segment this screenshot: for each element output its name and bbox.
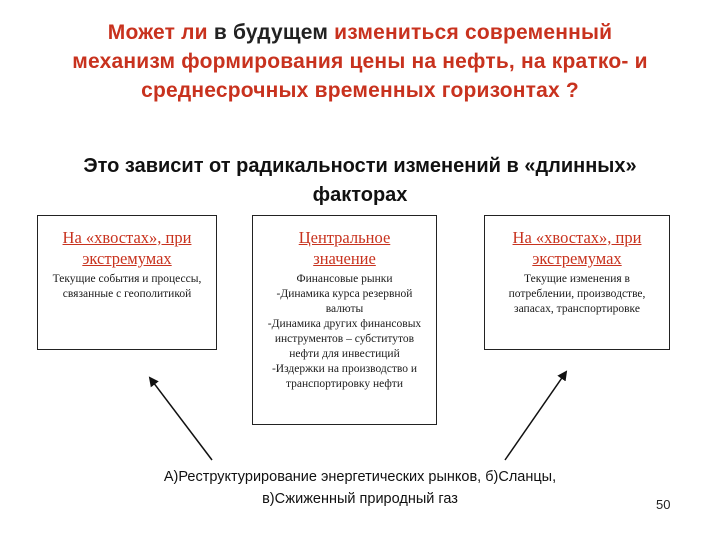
box-center-heading: Центральное значение	[298, 228, 391, 268]
arrow-left	[150, 378, 212, 460]
bottom-line-2: в)Сжиженный природный газ	[262, 491, 458, 507]
box-right-body: Текущие изменения в потреблении, производстве, запасах, транспортировке	[508, 273, 646, 315]
title-part-2: в будущем	[213, 21, 329, 44]
box-right-heading: На «хвостах», при экстремумах	[512, 228, 642, 268]
bottom-caption	[60, 466, 660, 510]
box-center-body: Финансовые рынки -Динамика курса резервной валюты -Динамика других финансовых инструментов – субститутов нефти для инвестиций -Издержки на производство и транспортировку нефти	[267, 273, 422, 390]
box-left-heading: На «хвостах», при экстремумах	[62, 228, 192, 268]
box-left-body: Текущие события и процессы, связанные с геополитикой	[52, 273, 202, 300]
slide-subtitle: Это зависит от радикальности изменений в «длинных» факторах	[83, 155, 637, 206]
page-number: 50	[656, 497, 671, 512]
title-part-1: Может ли	[107, 21, 214, 44]
arrow-right	[505, 372, 566, 460]
title-part-3: измениться современный механизм формирования цены на нефть, на кратко- и среднесрочных временных горизонтах ?	[72, 21, 648, 102]
bottom-line-1: А)Реструктурирование энергетических рынков, б)Сланцы,	[163, 469, 557, 485]
